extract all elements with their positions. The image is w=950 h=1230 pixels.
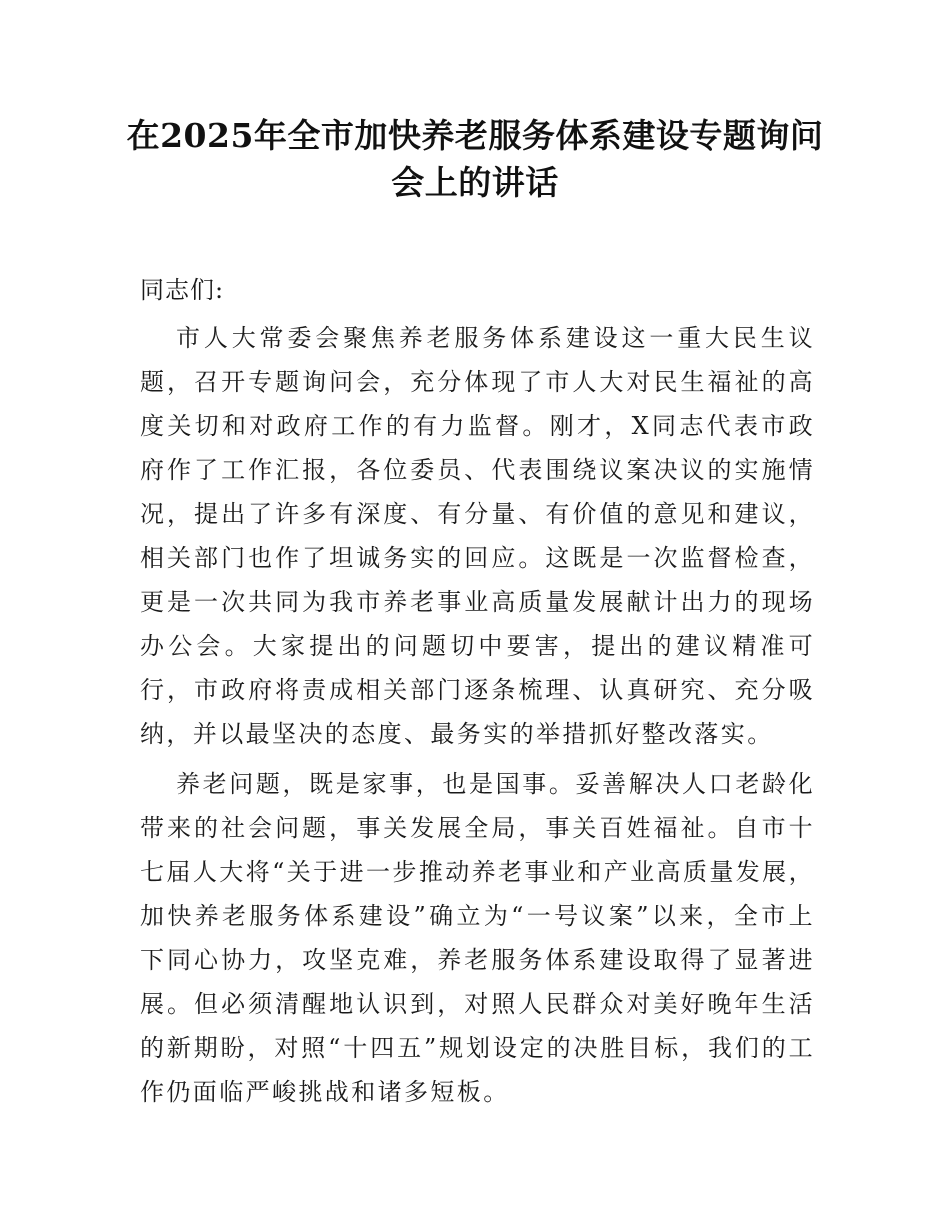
document-body (140, 268, 815, 1120)
document-title: 在2025年全市加快养老服务体系建设专题询问会上的讲话 (126, 116, 824, 202)
salutation: 同志们: (140, 276, 225, 304)
paragraph: 市人大常委会聚焦养老服务体系建设这一重大民生议题，召开专题询问会，充分体现了市人大对民生福祉的高度关切和对政府工作的有力监督。刚才，X同志代表市政府作了工作汇报，各位委员、代表围绕议案决议的实施情况，提出了许多有深度、有分量、有价值的意见和建议，相关部门也作了坦诚务实的回应。这既是一次监督检查，更是一次共同为我市养老事业高质量发展献计出力的现场办公会。大家提出的问题切中要害，提出的建议精准可行，市政府将责成相关部门逐条梳理、认真研究、充分吸纳，并以最坚决的态度、最务实的举措抓好整改落实。 (140, 324, 815, 748)
paragraph: 养老问题，既是家事，也是国事。妥善解决人口老龄化带来的社会问题，事关发展全局，事关百姓福祉。自市十七届人大将“关于进一步推动养老事业和产业高质量发展，加快养老服务体系建设”确立为“一号议案”以来，全市上下同心协力，攻坚克难，养老服务体系建设取得了显著进展。但必须清醒地认识到，对照人民群众对美好晚年生活的新期盼，对照“十四五”规划设定的决胜目标，我们的工作仍面临严峻挑战和诸多短板。 (140, 770, 815, 1106)
